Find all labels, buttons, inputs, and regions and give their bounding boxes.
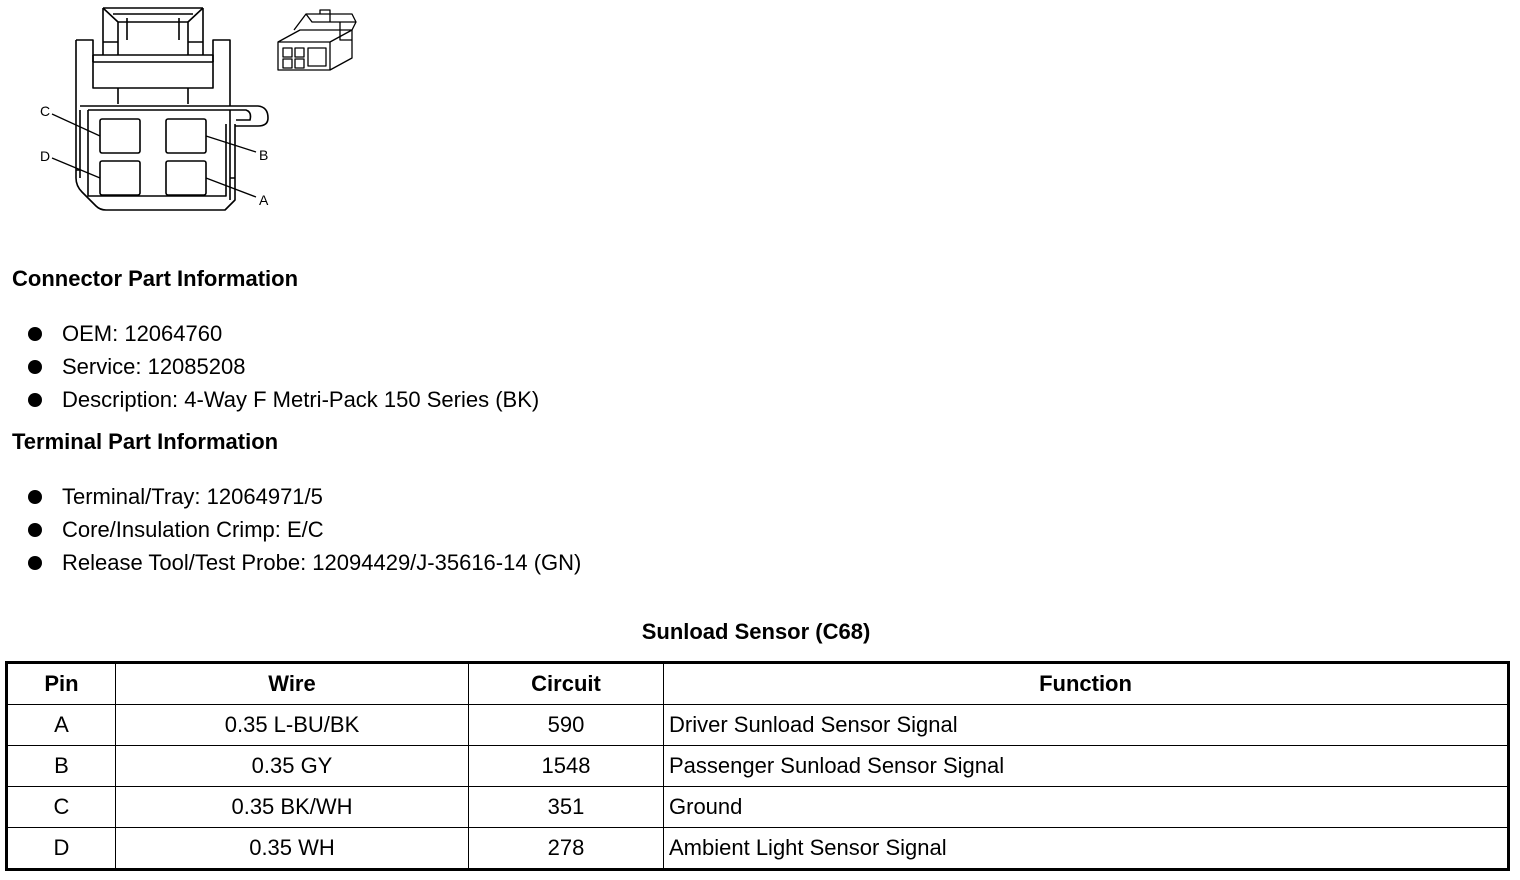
connector-face-drawing (76, 8, 268, 210)
terminal-release-tool: Release Tool/Test Probe: 12094429/J-35616-14 (GN) (62, 550, 582, 575)
header-pin: Pin (7, 663, 116, 705)
cell-wire: 0.35 WH (116, 828, 469, 870)
cell-wire: 0.35 GY (116, 746, 469, 787)
cell-pin: D (7, 828, 116, 870)
header-wire: Wire (116, 663, 469, 705)
cell-function: Passenger Sunload Sensor Signal (664, 746, 1509, 787)
table-header-row (7, 663, 1509, 705)
list-item (28, 546, 581, 579)
terminal-crimp: Core/Insulation Crimp: E/C (62, 517, 324, 542)
cell-function: Driver Sunload Sensor Signal (664, 705, 1509, 746)
pin-table (5, 661, 1510, 871)
cell-wire: 0.35 BK/WH (116, 787, 469, 828)
bullet-icon (28, 556, 42, 570)
list-item (28, 480, 581, 513)
header-circuit: Circuit (469, 663, 664, 705)
cell-circuit: 590 (469, 705, 664, 746)
list-item (28, 317, 539, 350)
table-row (7, 787, 1509, 828)
pin-label-a: A (259, 192, 269, 208)
table-row (7, 828, 1509, 870)
pin-label-c: C (40, 103, 51, 119)
cell-function: Ground (664, 787, 1509, 828)
table-row (7, 705, 1509, 746)
table-row (7, 746, 1509, 787)
bullet-icon (28, 360, 42, 374)
cell-circuit: 278 (469, 828, 664, 870)
connector-oem: OEM: 12064760 (62, 321, 223, 346)
bullet-icon (28, 490, 42, 504)
cell-circuit: 1548 (469, 746, 664, 787)
list-item (28, 383, 539, 416)
cell-pin: C (7, 787, 116, 828)
terminal-info-heading: Terminal Part Information (12, 429, 279, 454)
connector-service: Service: 12085208 (62, 354, 246, 379)
cell-function: Ambient Light Sensor Signal (664, 828, 1509, 870)
pin-label-b: B (259, 147, 269, 163)
table-title: Sunload Sensor (C68) (641, 619, 871, 644)
connector-description: Description: 4-Way F Metri-Pack 150 Series (BK) (62, 387, 540, 412)
connector-info-heading: Connector Part Information (12, 266, 299, 291)
connector-diagram (0, 0, 380, 225)
list-item (28, 513, 581, 546)
header-function: Function (664, 663, 1509, 705)
cell-wire: 0.35 L-BU/BK (116, 705, 469, 746)
cell-pin: B (7, 746, 116, 787)
connector-3d-thumbnail (278, 10, 356, 70)
connector-info-list (28, 317, 539, 416)
cell-pin: A (7, 705, 116, 746)
bullet-icon (28, 393, 42, 407)
cell-circuit: 351 (469, 787, 664, 828)
list-item (28, 350, 539, 383)
terminal-info-list (28, 480, 581, 579)
bullet-icon (28, 523, 42, 537)
terminal-tray: Terminal/Tray: 12064971/5 (62, 484, 323, 509)
bullet-icon (28, 327, 42, 341)
pin-label-d: D (40, 148, 51, 164)
